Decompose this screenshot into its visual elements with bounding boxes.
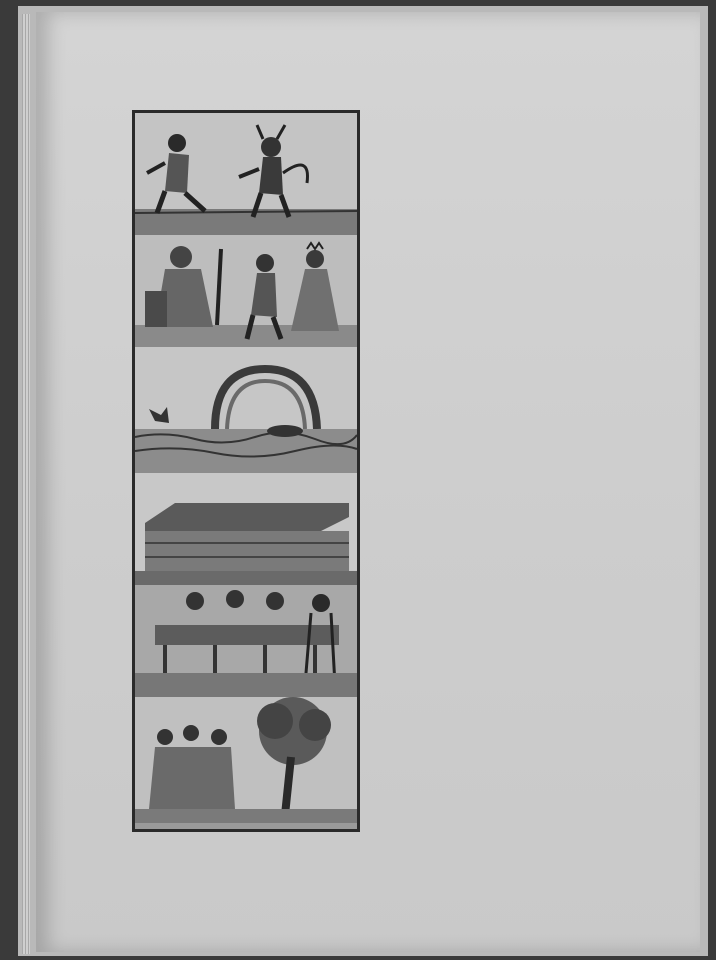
top-ornament-border <box>98 68 662 96</box>
woodcut-column <box>132 110 360 832</box>
youth-and-death-woodcut <box>135 585 357 699</box>
bottom-ornament-border <box>118 838 676 866</box>
zaccheus-tree-woodcut <box>135 697 357 823</box>
youth-fleeing-devil-woodcut <box>135 113 357 237</box>
vashti-dethroned-woodcut <box>135 235 357 349</box>
whale-sea-woodcut <box>135 347 357 475</box>
xerxes-tomb-woodcut <box>135 473 357 587</box>
page-leaves <box>22 14 30 954</box>
